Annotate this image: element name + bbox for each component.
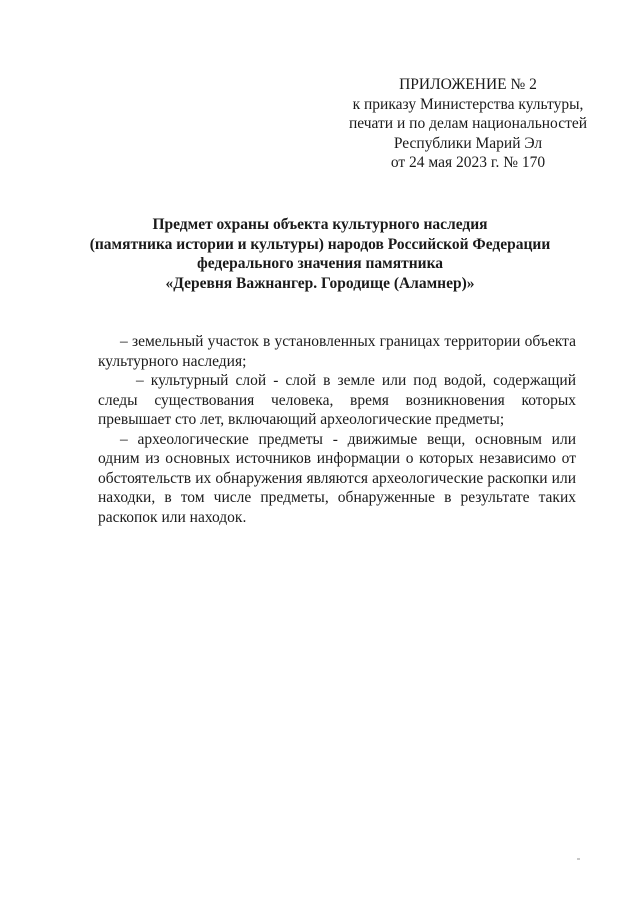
appendix-ministry-line: печати и по делам национальностей (348, 115, 588, 132)
title-line-4: «Деревня Важнангер. Городище (Аламнер)» (165, 274, 475, 292)
document-body (98, 332, 576, 527)
appendix-number: ПРИЛОЖЕНИЕ № 2 (399, 76, 537, 93)
paragraph-land-plot: – земельный участок в установленных границах территории объекта культурного наследия; (98, 333, 576, 370)
title-line-3: федерального значения памятника (196, 255, 444, 272)
appendix-republic-line: Республики Марий Эл (393, 134, 543, 152)
appendix-order-line: к приказу Министерства культуры, (352, 95, 584, 113)
appendix-header (338, 75, 598, 173)
title-line-1: Предмет охраны объекта культурного наследия (152, 216, 488, 233)
paragraph-archaeological-items: – археологические предметы - движимые вещи, основным или одним из основных источников информации о которых независимо от обстоятельств их обнаружения являются археологические раскопки или находки, в том числе предметы, обнаруженные в результате таких раскопок или находок. (98, 430, 576, 526)
scan-artifact (577, 858, 580, 860)
title-line-2: (памятника истории и культуры) народов Российской Федерации (89, 235, 551, 253)
document-title (60, 215, 580, 293)
appendix-date-line: от 24 мая 2023 г. № 170 (390, 154, 546, 171)
paragraph-cultural-layer: – культурный слой - слой в земле или под водой, содержащий следы существования человека, время возникновения которых превышает сто лет, включающий археологические предметы; (98, 372, 576, 428)
